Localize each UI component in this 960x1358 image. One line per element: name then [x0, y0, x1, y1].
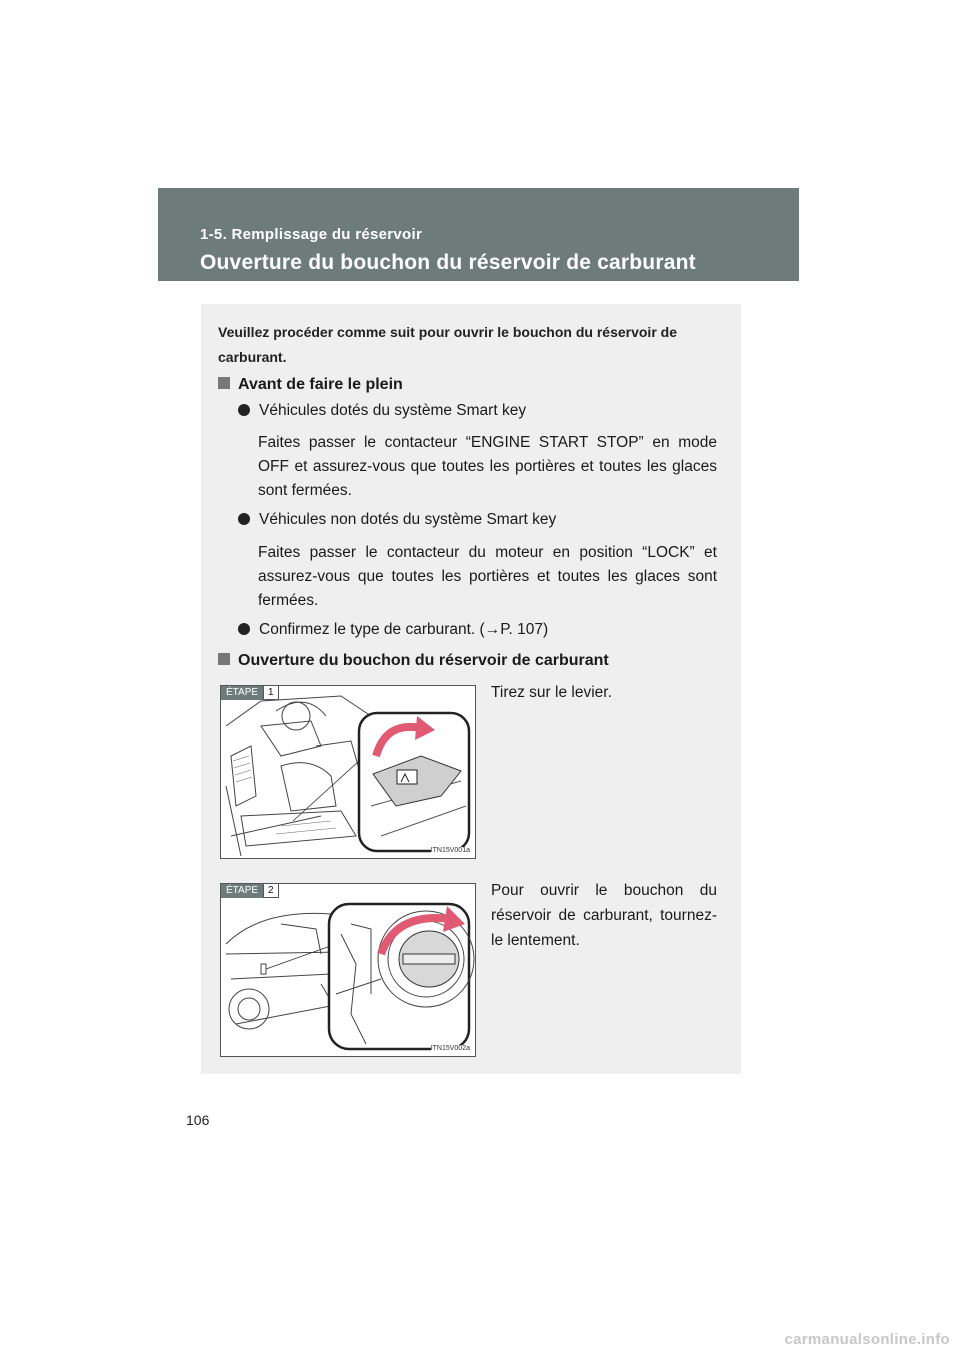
paragraph-no-smart-key: Faites passer le contacteur du moteur en position “LOCK” et assurez-vous que toutes les portières et toutes les glaces sont fermées. [258, 544, 717, 609]
figure-code: ITN15V002a [430, 1045, 470, 1052]
lever-illustration [221, 686, 475, 858]
page-title: Ouverture du bouchon du réservoir de carburant [200, 251, 696, 274]
heading-opening: Ouverture du bouchon du réservoir de carburant [218, 652, 609, 670]
step-tag: ÉTAPE 1 [221, 686, 279, 700]
section-label: 1-5. Remplissage du réservoir [200, 226, 423, 243]
step-tag: ÉTAPE 2 [221, 884, 279, 898]
content-panel [201, 304, 741, 1074]
watermark: carmanualsonline.info [784, 1331, 950, 1348]
bullet-no-smart-key: Véhicules non dotés du système Smart key [238, 511, 556, 529]
step-2-text: Pour ouvrir le bouchon du réservoir de carburant, tournez-le lentement. [491, 882, 717, 949]
step-1-text: Tirez sur le levier. [491, 684, 612, 701]
page-header [158, 188, 799, 281]
circle-bullet-icon [238, 623, 250, 635]
figure-code: ITN15V001a [430, 847, 470, 854]
bullet-smart-key: Véhicules dotés du système Smart key [238, 402, 526, 420]
square-bullet-icon [218, 377, 230, 389]
page-number: 106 [186, 1112, 210, 1128]
intro-text: Veuillez procéder comme suit pour ouvrir le bouchon du réservoir de carburant. [218, 324, 677, 365]
fuel-cap-illustration [221, 884, 475, 1056]
circle-bullet-icon [238, 513, 250, 525]
square-bullet-icon [218, 653, 230, 665]
figure-step-1 [220, 685, 476, 859]
bullet-fuel-type: Confirmez le type de carburant. (→P. 107) [238, 621, 548, 639]
circle-bullet-icon [238, 404, 250, 416]
figure-step-2 [220, 883, 476, 1057]
heading-before-refuel: Avant de faire le plein [218, 376, 403, 394]
paragraph-smart-key: Faites passer le contacteur “ENGINE START STOP” en mode OFF et assurez-vous que toutes les portières et toutes les glaces sont fermées. [258, 434, 717, 499]
